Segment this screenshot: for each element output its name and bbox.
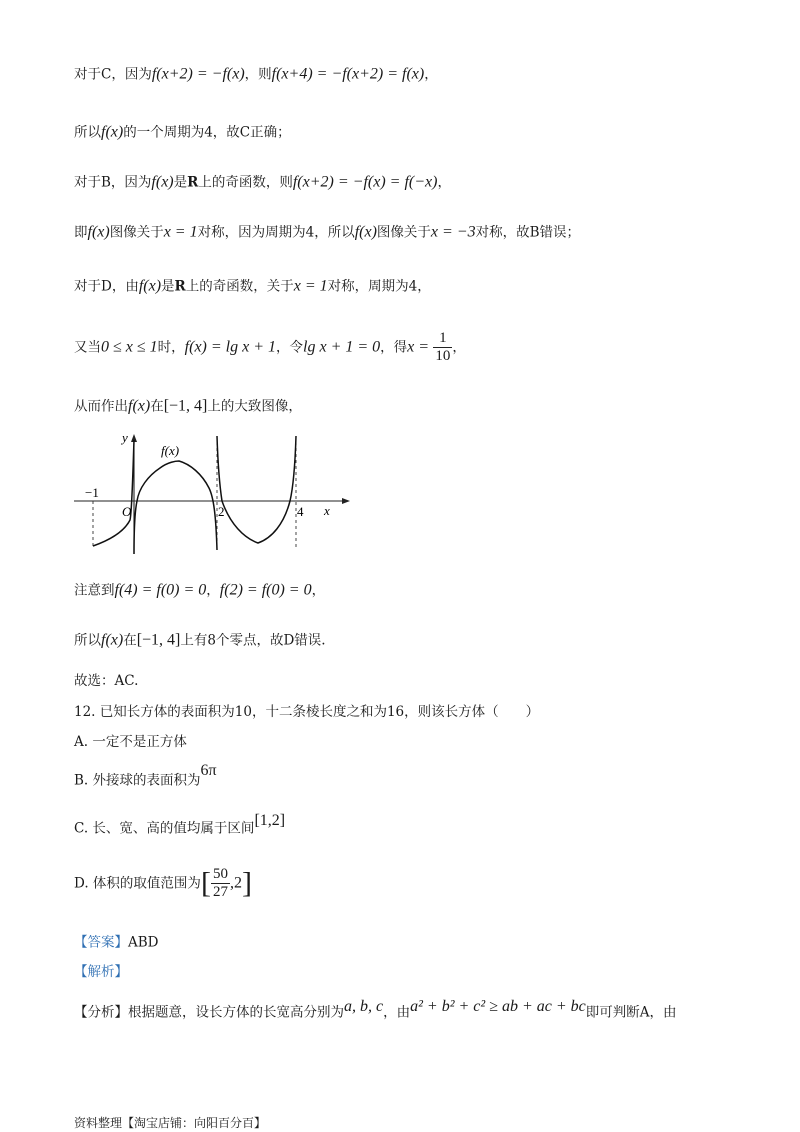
math-expr: 0 ≤ x ≤ 1: [101, 338, 158, 356]
text: 上有8个零点，故D错误.: [180, 632, 326, 649]
fraction: [211, 866, 230, 901]
y-axis-label: y: [122, 430, 128, 445]
footer-source: 资料整理【淘宝店铺：向阳百分百】: [74, 1116, 267, 1130]
text: D. 体积的取值范围为: [74, 875, 201, 892]
math-expr: f(x+2) = −f(x) = f(−x): [292, 173, 438, 191]
question-12-stem: 12. 已知长方体的表面积为10，十二条棱长度之和为16，则该长方体（ ）: [74, 704, 540, 720]
text: 上的大致图像，: [207, 398, 302, 415]
zeros-line: [74, 630, 326, 651]
math-expr: f(x+4) = −f(x+2) = f(x): [271, 65, 425, 83]
math-expr: f(4) = f(0) = 0: [114, 581, 207, 599]
text: ，: [452, 339, 466, 356]
interval: [−1, 4]: [163, 397, 208, 415]
analysis-line: [74, 997, 677, 1023]
option-b: [74, 761, 217, 791]
function-label: f(x): [161, 443, 180, 458]
math-expr: f(x): [151, 173, 174, 191]
reals-symbol: R: [187, 174, 199, 191]
math-expr: x = 1: [293, 277, 328, 295]
curve-segment-valley: [217, 436, 296, 543]
math-expr: f(2) = f(0) = 0: [219, 581, 312, 599]
choose-line: 故选：AC.: [74, 673, 139, 689]
answer-line: [74, 932, 159, 953]
solution-b-line: [74, 172, 451, 193]
text: 又当: [74, 339, 101, 356]
text: 时，: [157, 339, 185, 356]
math-expr: f(x) = lg x + 1: [184, 338, 277, 356]
math-expr: f(x): [101, 123, 124, 141]
solution-d-line: [74, 276, 431, 297]
solution-c-line: [74, 64, 438, 85]
answer-value: ABD: [128, 934, 159, 951]
x-axis-arrow: [342, 498, 350, 504]
interval: [−1, 4]: [136, 631, 181, 649]
text: 所以: [74, 632, 101, 649]
function-graph: [68, 428, 358, 558]
origin-label: O: [122, 504, 132, 519]
text: 上的奇函数，关于: [185, 278, 294, 295]
text: 对于D，由: [74, 278, 139, 295]
text: 在: [123, 632, 137, 649]
math-expr: f(x): [101, 631, 124, 649]
text: 对称，故B错误；: [475, 224, 581, 241]
text: 在: [150, 398, 164, 415]
draw-line: [74, 396, 302, 417]
text: ，则: [244, 66, 272, 83]
denominator: 27: [212, 884, 228, 900]
option-c: [74, 811, 286, 839]
math-expr: f(x): [138, 277, 162, 295]
math-expr: ,2: [229, 874, 242, 892]
text: B. 外接球的表面积为: [74, 772, 201, 789]
note-line: [74, 580, 325, 601]
text: C. 长、宽、高的值均属于区间: [74, 820, 255, 837]
symmetry-line: [74, 222, 580, 243]
text: 对称，周期为4，: [327, 278, 431, 295]
right-bracket: ]: [241, 866, 252, 900]
text: 所以: [74, 124, 101, 141]
denominator: 10: [435, 348, 451, 364]
analysis-label: 【解析】: [74, 964, 128, 980]
curve-segment-left: [93, 440, 134, 546]
numerator: 50: [212, 866, 228, 882]
numerator: 1: [433, 330, 452, 348]
math-expr: f(x): [354, 223, 377, 241]
text: 是: [161, 278, 175, 295]
option-d: [74, 866, 252, 901]
fraction: [433, 330, 452, 365]
text: 根据题意，设长方体的长宽高分别为: [128, 1004, 344, 1021]
curve-segment-hump: [134, 461, 217, 554]
math-expr: f(x): [87, 223, 110, 241]
math-expr: f(x+2) = −f(x): [151, 65, 245, 83]
left-bracket: [: [200, 866, 211, 900]
text: 图像关于: [109, 224, 164, 241]
text: 对于B，因为: [74, 174, 152, 191]
math-expr: a, b, c: [344, 997, 384, 1015]
text: 的一个周期为4，故C正确；: [123, 124, 291, 141]
text: ，: [437, 174, 451, 191]
when-line: [74, 330, 466, 365]
tick-label-4: 4: [297, 504, 304, 519]
text: 对称，因为周期为4，所以: [197, 224, 355, 241]
math-expr: f(x): [128, 397, 151, 415]
text: 注意到: [74, 582, 115, 599]
text: 即: [74, 224, 88, 241]
math-expr: x = 1: [163, 223, 198, 241]
period-line: [74, 122, 291, 143]
text: ，得: [380, 339, 408, 356]
text: 从而作出: [74, 398, 128, 415]
text: ，由: [383, 1004, 411, 1021]
text: 对于C，因为: [74, 66, 152, 83]
text: ，: [311, 582, 326, 599]
option-a: A. 一定不是正方体: [74, 734, 187, 750]
math-expr: a² + b² + c² ≥ ab + ac + bc: [410, 997, 586, 1015]
reals-symbol: R: [174, 278, 186, 295]
text: 即可判断A，由: [585, 1004, 677, 1021]
text: 是: [173, 174, 188, 191]
text: 上的奇函数，则: [198, 174, 293, 191]
math-expr: lg x + 1 = 0: [303, 338, 381, 356]
text: ，: [206, 582, 220, 599]
math-expr: x =: [407, 338, 430, 356]
text: ，令: [276, 339, 304, 356]
math-expr: x = −3: [430, 223, 476, 241]
analysis-sublabel: 【分析】: [74, 1004, 128, 1021]
x-axis-label: x: [324, 503, 330, 518]
math-expr: 6π: [200, 761, 217, 779]
tick-label-2: 2: [218, 504, 225, 519]
math-expr: [1,2]: [254, 811, 286, 829]
answer-label: 【答案】: [74, 934, 128, 951]
tick-label-minus1: −1: [85, 485, 99, 500]
text: ，: [424, 66, 438, 83]
text: 图像关于: [376, 224, 431, 241]
